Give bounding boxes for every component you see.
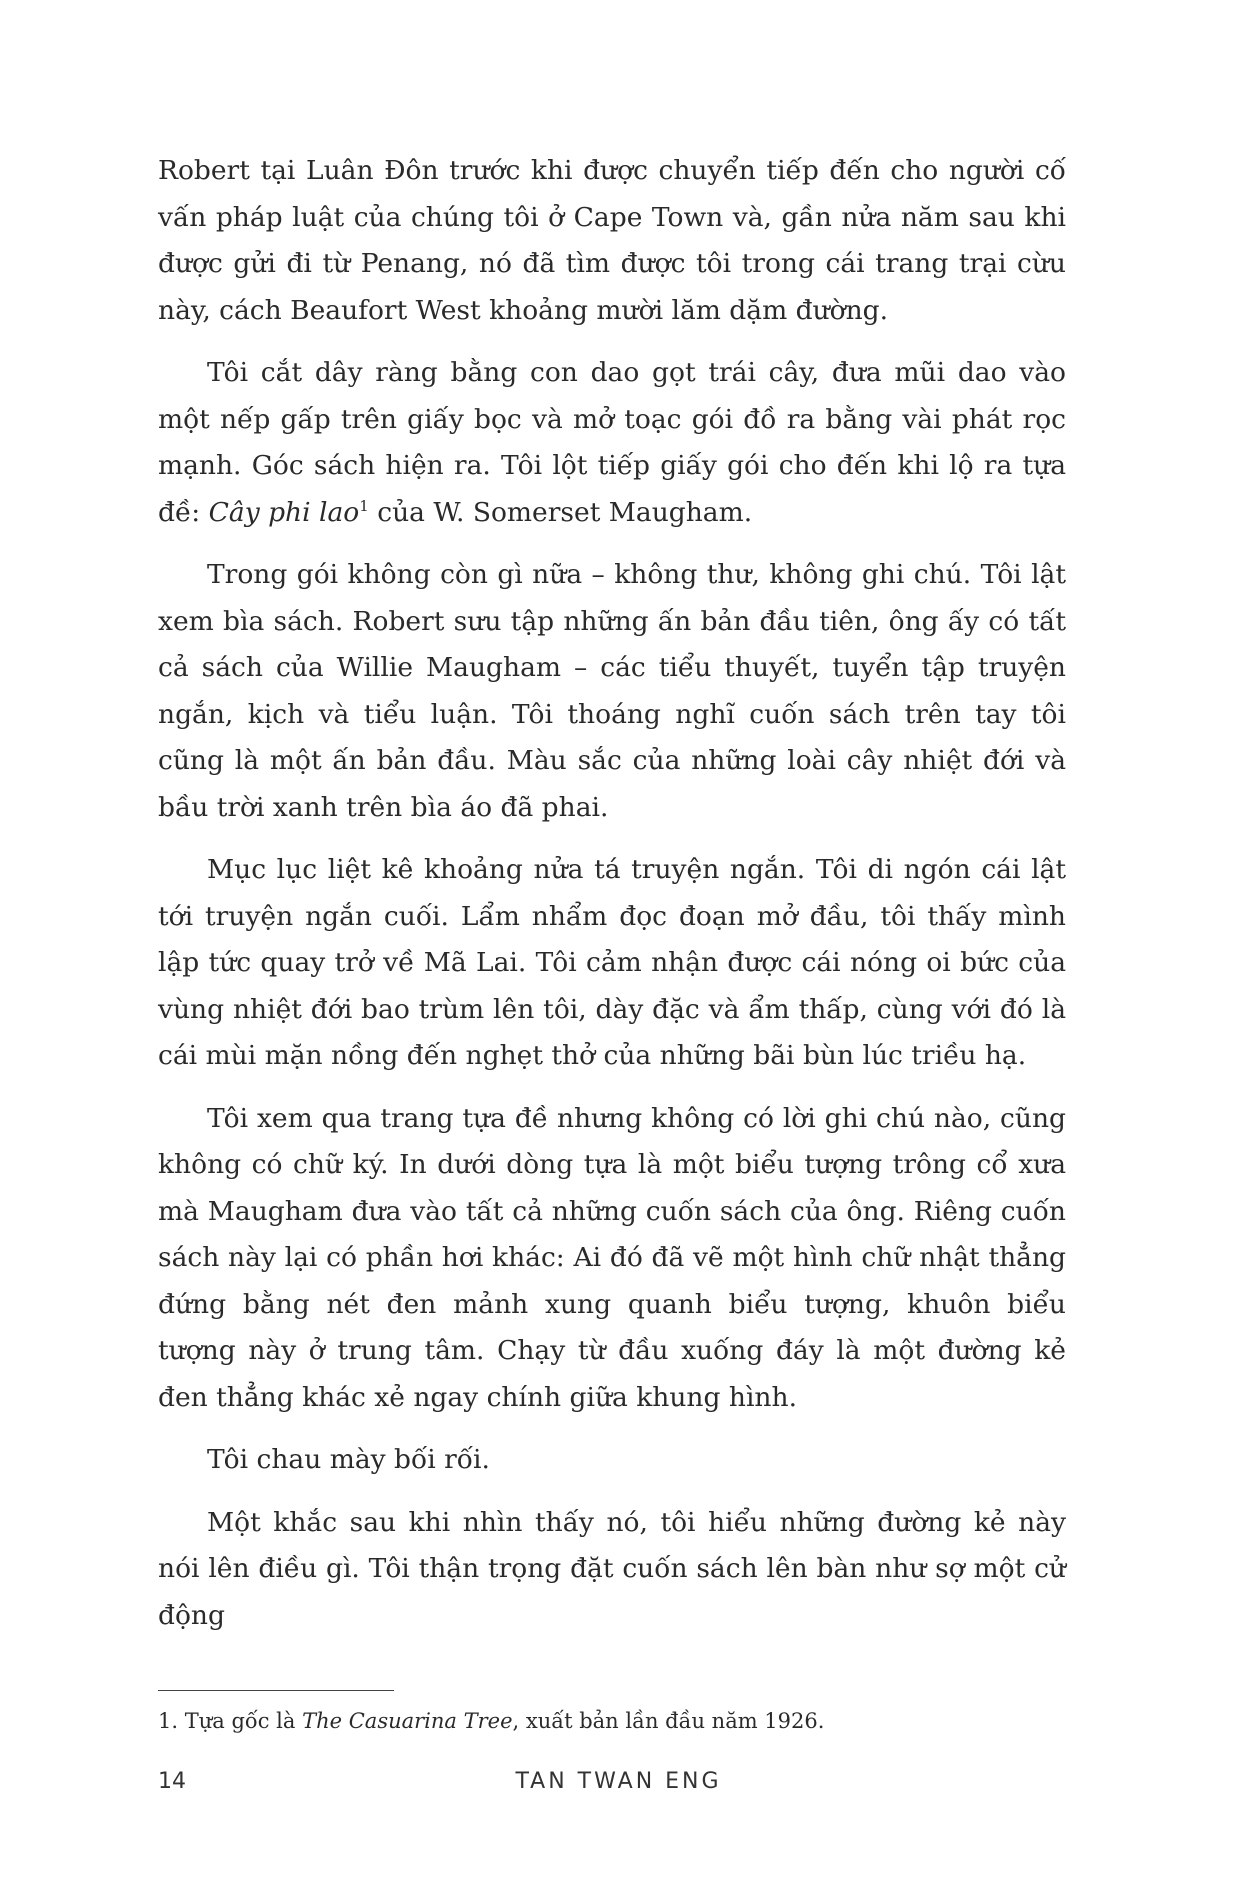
paragraph-2-tail: của W. Somerset Maugham. [368, 496, 753, 528]
paragraph-2 [158, 350, 1066, 536]
paragraph-2-text: Tôi cắt dây ràng bằng con dao gọt trái cây, đưa mũi dao vào một nếp gấp trên giấy bọc và mở toạc gói đồ ra bằng vài phát rọc mạnh. Góc sách hiện ra. Tôi lột tiếp giấy gói cho đến khi lộ ra tựa đề: [158, 357, 1066, 528]
running-head-author: TAN TWAN ENG [515, 1769, 722, 1794]
paragraph-4: Mục lục liệt kê khoảng nửa tá truyện ngắn. Tôi di ngón cái lật tới truyện ngắn cuối. Lẩm nhẩm đọc đoạn mở đầu, tôi thấy mình lập tức quay trở về Mã Lai. Tôi cảm nhận được cái nóng oi bức của vùng nhiệt đới bao trùm lên tôi, dày đặc và ẩm thấp, cùng với đó là cái mùi mặn nồng đến nghẹt thở của những bãi bùn lúc triều hạ. [158, 854, 1066, 1071]
body-text [158, 148, 1066, 1639]
footnote-title-italic: The Casuarina Tree [302, 1709, 513, 1733]
footnote-number: 1. [158, 1709, 179, 1733]
footnote-divider [158, 1690, 394, 1691]
footnote-reference[interactable]: 1 [359, 496, 369, 515]
footnote-text-tail: , xuất bản lần đầu năm 1926. [512, 1709, 825, 1733]
paragraph-3: Trong gói không còn gì nữa – không thư, không ghi chú. Tôi lật xem bìa sách. Robert sưu tập những ấn bản đầu tiên, ông ấy có tất cả sách của Willie Maugham – các tiểu thuyết, tuyển tập truyện ngắn, kịch và tiểu luận. Tôi thoáng nghĩ cuốn sách trên tay tôi cũng là một ấn bản đầu. Màu sắc của những loài cây nhiệt đới và bầu trời xanh trên bìa áo đã phai. [158, 559, 1066, 823]
paragraph-7: Một khắc sau khi nhìn thấy nó, tôi hiểu những đường kẻ này nói lên điều gì. Tôi thận trọng đặt cuốn sách lên bàn như sợ một cử động [158, 1506, 1066, 1631]
footnote [158, 1705, 1066, 1737]
paragraph-1: Robert tại Luân Đôn trước khi được chuyển tiếp đến cho người cố vấn pháp luật của chúng tôi ở Cape Town và, gần nửa năm sau khi được gửi đi từ Penang, nó đã tìm được tôi trong cái trang trại cừu này, cách Beaufort West khoảng mười lăm dặm đường. [158, 155, 1066, 326]
paragraph-5: Tôi xem qua trang tựa đề nhưng không có lời ghi chú nào, cũng không có chữ ký. In dưới dòng tựa là một biểu tượng trông cổ xưa mà Maugham đưa vào tất cả những cuốn sách của ông. Riêng cuốn sách này lại có phần hơi khác: Ai đó đã vẽ một hình chữ nhật thẳng đứng bằng nét đen mảnh xung quanh biểu tượng, khuôn biểu tượng này ở trung tâm. Chạy từ đầu xuống đáy là một đường kẻ đen thẳng khác xẻ ngay chính giữa khung hình. [158, 1102, 1066, 1413]
footnote-text: Tựa gốc là [178, 1709, 303, 1733]
book-title-italic: Cây phi lao [208, 496, 360, 528]
paragraph-6: Tôi chau mày bối rối. [207, 1444, 490, 1475]
page-number: 14 [158, 1769, 186, 1794]
